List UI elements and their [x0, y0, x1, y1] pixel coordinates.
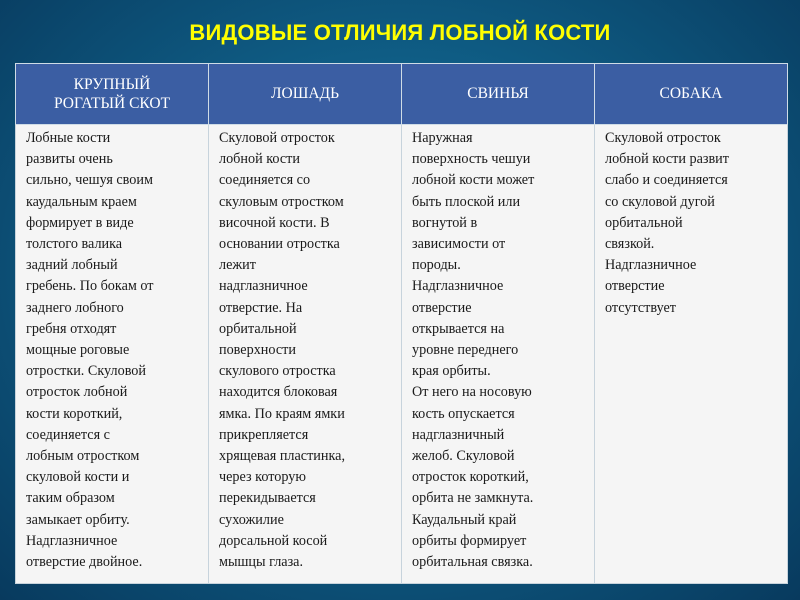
cell-cattle: Лобные кости развиты очень сильно, чешуя своим каудальным краем формирует в виде толстого валика задний лобный гребень. По бокам от заднего лобного гребня отходят мощные роговые отростки. Скуловой отросток лобной кости короткий, соединяется с лобным отростком скуловой кости и таким образом замыкает орбиту. Надглазничное отверстие двойное. — [16, 125, 209, 584]
header-cattle-label: КРУПНЫЙ РОГАТЫЙ СКОТ — [53, 75, 171, 112]
cell-dog: Скуловой отросток лобной кости развит слабо и соединяется со скуловой дугой орбитальной связкой. Надглазничное отверстие отсутствует — [595, 125, 788, 584]
header-horse — [209, 64, 402, 125]
header-cattle — [16, 64, 209, 125]
header-dog-label: СОБАКА — [659, 85, 723, 103]
comparison-table — [15, 63, 788, 584]
cell-pig: Наружная поверхность чешуи лобной кости может быть плоской или вогнутой в зависимости от породы. Надглазничное отверстие открывается на уровне переднего края орбиты. От него на носовую кость опускается надглазничный желоб. Скуловой отросток короткий, орбита не замкнута. Каудальный край орбиты формирует орбитальная связка. — [402, 125, 595, 584]
header-horse-label: ЛОШАДЬ — [270, 85, 339, 103]
table-header-row — [16, 64, 788, 125]
header-dog — [595, 64, 788, 125]
table-row — [16, 125, 788, 584]
slide-title: ВИДОВЫЕ ОТЛИЧИЯ ЛОБНОЙ КОСТИ — [189, 20, 611, 45]
header-pig-label: СВИНЬЯ — [467, 85, 529, 103]
cell-horse: Скуловой отросток лобной кости соединяется со скуловым отростком височной кости. В основании отростка лежит надглазничное отверстие. На орбитальной поверхности скулового отростка находится блоковая ямка. По краям ямки прикрепляется хрящевая пластинка, через которую перекидывается сухожилие дорсальной косой мышцы глаза. — [209, 125, 402, 584]
header-pig — [402, 64, 595, 125]
